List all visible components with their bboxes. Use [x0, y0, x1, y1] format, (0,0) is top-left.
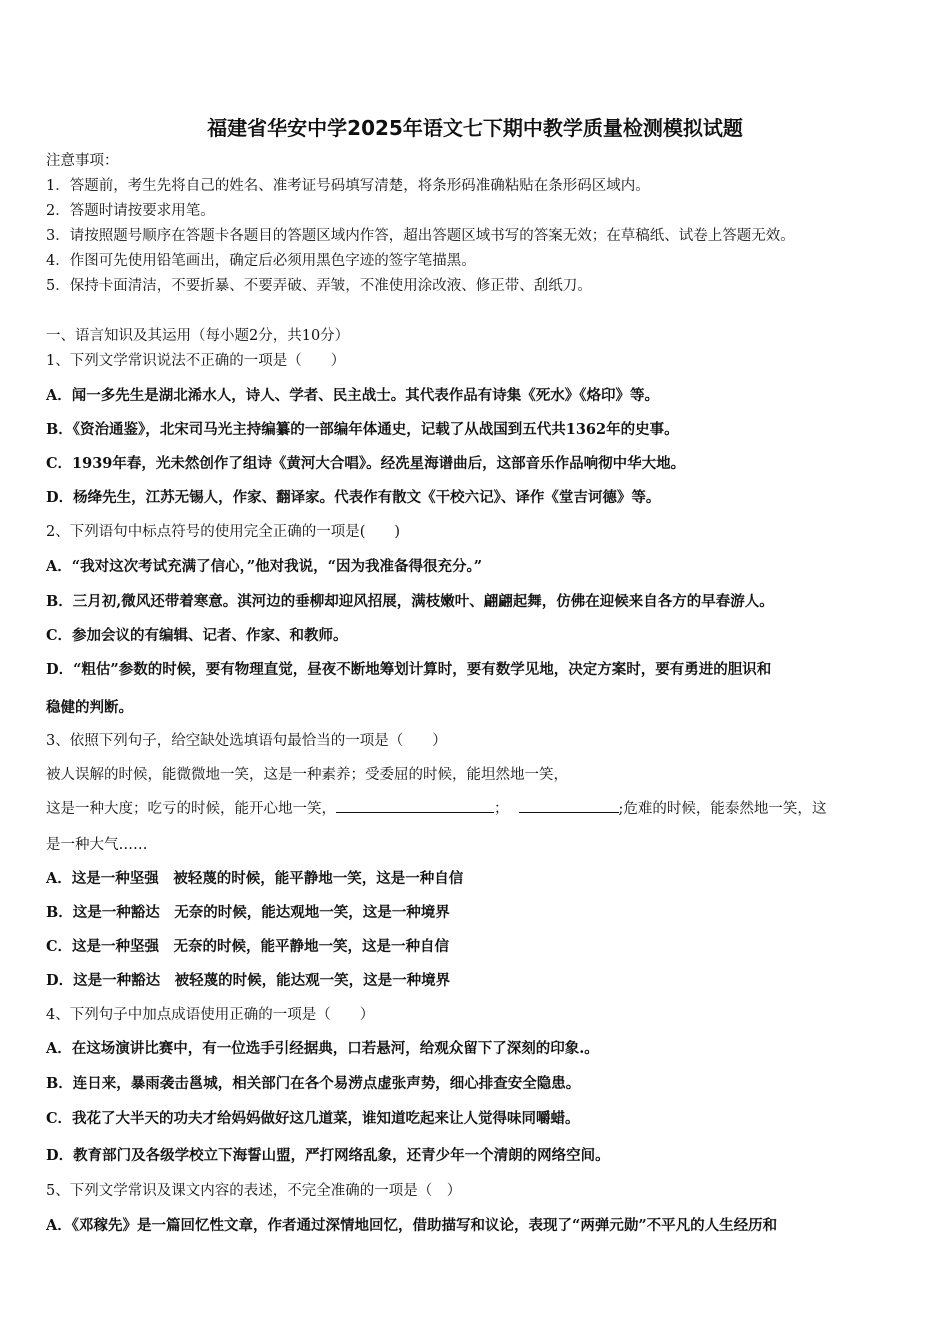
option: A．“我对这次考试充满了信心，”他对我说，“因为我准备得很充分。”: [46, 558, 483, 575]
question-stem: 2、下列语句中标点符号的使用完全正确的一项是( ): [46, 524, 401, 540]
option: B．这是一种豁达 无奈的时候，能达观地一笑，这是一种境界: [46, 904, 450, 921]
option: A．在这场演讲比赛中，有一位选手引经据典，口若悬河，给观众留下了深刻的印象.。: [46, 1040, 599, 1057]
passage-line: [46, 798, 826, 819]
passage-text: ；: [494, 801, 509, 817]
option-continuation: 稳健的判断。: [46, 699, 133, 716]
option: D．教育部门及各级学校立下海誓山盟，严打网络乱象，还青少年一个清朗的网络空间。: [46, 1147, 610, 1164]
notice-item: 1．答题前，考生先将自己的姓名、准考证号码填写清楚，将条形码准确粘贴在条形码区域内。: [46, 178, 650, 194]
passage-line: 是一种大气……: [46, 837, 148, 853]
notice-item: 2．答题时请按要求用笔。: [46, 203, 215, 219]
passage-text: ;危难的时候，能泰然地一笑，这: [618, 801, 827, 817]
notice-heading: 注意事项：: [46, 153, 119, 169]
question-stem: 1、下列文学常识说法不正确的一项是（ ）: [46, 353, 346, 369]
option: B．连日来，暴雨袭击邕城，相关部门在各个易涝点虚张声势，细心排查安全隐患。: [46, 1075, 581, 1092]
option: A．这是一种坚强 被轻蔑的时候，能平静地一笑，这是一种自信: [46, 870, 464, 887]
question-stem: 3、依照下列句子，给空缺处选填语句最恰当的一项是（ ）: [46, 733, 447, 749]
question-stem: 5、下列文学常识及课文内容的表述，不完全准确的一项是（ ）: [46, 1183, 462, 1199]
option: D．这是一种豁达 被轻蔑的时候，能达观一笑，这是一种境界: [46, 972, 451, 989]
notice-item: 4．作图可先使用铅笔画出，确定后必须用黑色字迹的签字笔描黑。: [46, 253, 476, 269]
question-stem: 4、下列句子中加点成语使用正确的一项是（ ）: [46, 1007, 375, 1023]
notice-item: 3．请按照题号顺序在答题卡各题目的答题区域内作答，超出答题区域书写的答案无效；在草稿纸、试卷上答题无效。: [46, 228, 795, 244]
option: C．参加会议的有编辑、记者、作家、和教师。: [46, 627, 348, 644]
option: B．三月初,微风还带着寒意。淇河边的垂柳却迎风招展，满枝嫩叶、翩翩起舞，仿佛在迎候来自各方的早春游人。: [46, 593, 774, 610]
option: C．我花了大半天的功夫才给妈妈做好这几道菜，谁知道吃起来让人觉得味同嚼蜡。: [46, 1110, 580, 1127]
option: D．杨绛先生，江苏无锡人，作家、翻译家。代表作有散文《干校六记》、译作《堂吉诃德》等。: [46, 489, 661, 506]
option: A．《邓稼先》是一篇回忆性文章，作者通过深情地回忆，借助描写和议论，表现了“两弹元勋”不平凡的人生经历和: [46, 1217, 778, 1234]
passage-line: 被人误解的时候，能微微地一笑，这是一种素养；受委屈的时候，能坦然地一笑，: [46, 767, 568, 783]
option: C．这是一种坚强 无奈的时候，能平静地一笑，这是一种自信: [46, 938, 450, 955]
section-heading: 一、语言知识及其运用（每小题2分，共10分）: [46, 328, 350, 344]
option: B．《资治通鉴》，北宋司马光主持编纂的一部编年体通史，记载了从战国到五代共1362年的史事。: [46, 421, 679, 438]
answer-blank: [336, 798, 494, 813]
option: A．闻一多先生是湖北浠水人，诗人、学者、民主战士。其代表作品有诗集《死水》《烙印》等。: [46, 387, 659, 404]
option: D．“粗估”参数的时候，要有物理直觉，昼夜不断地筹划计算时，要有数学见地，决定方案时，要有勇进的胆识和: [46, 661, 772, 678]
page-title: 福建省华安中学2025年语文七下期中教学质量检测模拟试题: [207, 116, 743, 140]
answer-blank: [519, 798, 619, 813]
option: C．1939年春，光未然创作了组诗《黄河大合唱》。经冼星海谱曲后，这部音乐作品响彻中华大地。: [46, 455, 686, 472]
notice-item: 5．保持卡面清洁，不要折暴、不要弄破、弄皱，不准使用涂改液、修正带、刮纸刀。: [46, 278, 592, 294]
passage-text: 这是一种大度；吃亏的时候，能开心地一笑，: [46, 801, 336, 817]
